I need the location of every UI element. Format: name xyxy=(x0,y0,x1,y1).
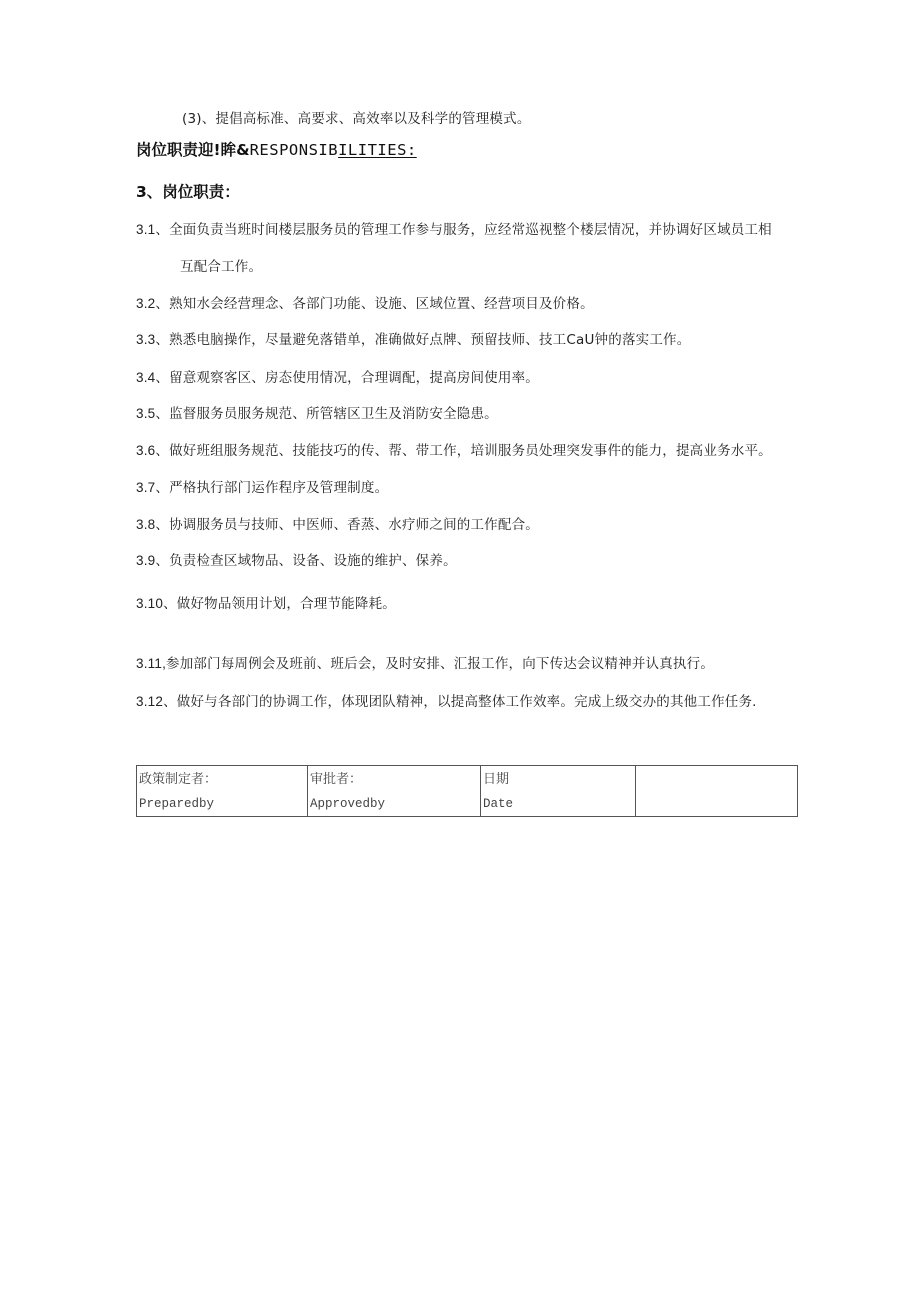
duty-text: 负责检查区域物品、设备、设施的维护、保养。 xyxy=(169,553,457,569)
duty-text: 做好物品领用计划，合理节能降耗。 xyxy=(176,596,396,612)
duty-item-3-5 xyxy=(136,402,498,422)
duty-number: 3.1、 xyxy=(136,222,170,237)
duty-item-3-11 xyxy=(136,652,714,672)
duty-item-3-1-continued: 互配合工作。 xyxy=(180,259,263,275)
blank-cell xyxy=(636,766,798,817)
duty-text: 熟知水会经营理念、各部门功能、设施、区域位置、经营项目及价格。 xyxy=(169,296,594,312)
duty-text: 做好班组服务规范、技能技巧的传、帮、带工作，培训服务员处理突发事件的能力，提高业务水平。 xyxy=(169,443,772,459)
duty-item-3-2 xyxy=(136,292,594,312)
section-heading-en-suffix: ILITIES: xyxy=(338,141,417,159)
duty-item-3-4 xyxy=(136,366,539,386)
duty-item-3-12 xyxy=(136,690,757,710)
signature-table xyxy=(136,765,798,817)
duty-item-3-3 xyxy=(136,328,690,348)
duty-number: 3.6、 xyxy=(136,443,170,458)
duty-text: 做好与各部门的协调工作，体现团队精神，以提高整体工作效率。完成上级交办的其他工作任务. xyxy=(176,694,757,710)
duty-item-3-6 xyxy=(136,439,772,459)
signature-row xyxy=(137,766,798,817)
duty-number: 3.11, xyxy=(136,656,167,671)
duty-number: 3.7、 xyxy=(136,480,170,495)
duties-subheading: 3、岗位职责： xyxy=(136,183,240,201)
duty-number: 3.3、 xyxy=(136,332,170,347)
duty-text: 严格执行部门运作程序及管理制度。 xyxy=(169,480,389,496)
date-en: Date xyxy=(483,797,514,811)
duty-item-3-7 xyxy=(136,476,388,496)
duty-number: 3.2、 xyxy=(136,296,170,311)
duty-text: 监督服务员服务规范、所管辖区卫生及消防安全隐患。 xyxy=(169,406,498,422)
prepared-by-cn: 政策制定者： xyxy=(139,772,218,787)
section-heading-en-prefix: RESPONSIB xyxy=(249,141,339,159)
duty-item-3-8 xyxy=(136,513,539,533)
duty-number: 3.8、 xyxy=(136,517,170,532)
section-heading-cn: 岗位职责迎!眸& xyxy=(136,141,250,159)
duty-item-3-9 xyxy=(136,549,457,569)
duty-number: 3.4、 xyxy=(136,370,170,385)
duty-number: 3.10、 xyxy=(136,596,177,611)
duty-number: 3.12、 xyxy=(136,694,177,709)
prepared-by-cell xyxy=(137,766,308,817)
duty-number: 3.9、 xyxy=(136,553,170,568)
duty-item-3-10 xyxy=(136,592,396,612)
duty-text: 参加部门每周例会及班前、班后会，及时安排、汇报工作，向下传达会议精神并认真执行。 xyxy=(166,656,715,672)
duty-number: 3.5、 xyxy=(136,406,170,421)
duty-text: 留意观察客区、房态使用情况，合理调配，提高房间使用率。 xyxy=(169,370,539,386)
duty-item-3-1 xyxy=(136,218,772,238)
date-cn: 日期 xyxy=(483,772,510,787)
duty-text: 全面负责当班时间楼层服务员的管理工作参与服务，应经常巡视整个楼层情况，并协调好区域员工相 xyxy=(169,222,772,238)
approved-by-cell xyxy=(308,766,481,817)
section-heading xyxy=(136,138,417,160)
intro-line: (3)、提倡高标准、高要求、高效率以及科学的管理模式。 xyxy=(182,111,531,127)
approved-by-en: Approvedby xyxy=(310,797,386,811)
prepared-by-en: Preparedby xyxy=(139,797,215,811)
approved-by-cn: 审批者： xyxy=(310,772,363,787)
date-cell xyxy=(481,766,636,817)
duty-text: 熟悉电脑操作，尽量避免落错单，准确做好点牌、预留技师、技工CaU钟的落实工作。 xyxy=(169,332,691,348)
duty-text: 协调服务员与技师、中医师、香蒸、水疗师之间的工作配合。 xyxy=(169,517,539,533)
